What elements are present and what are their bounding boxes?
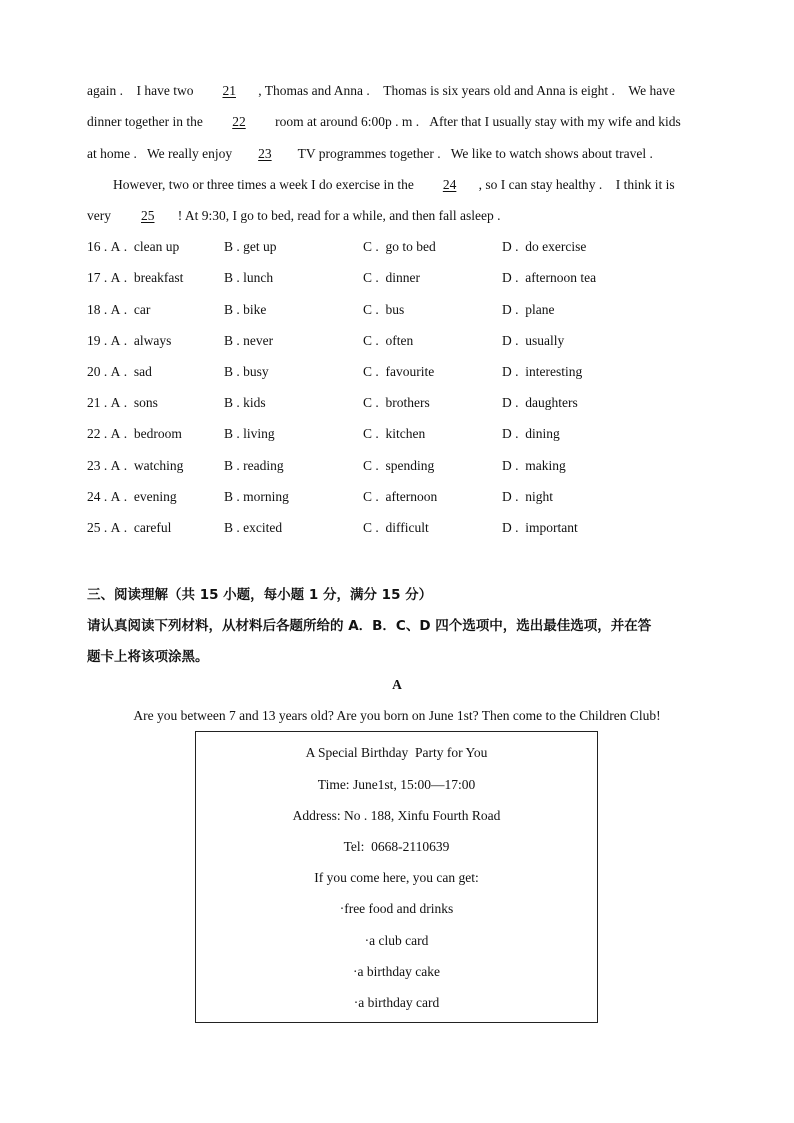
blank-25: 25: [141, 208, 155, 223]
passage-letter: A: [392, 677, 402, 692]
passage-text: , so I can stay healthy . I think it is: [478, 177, 675, 192]
option-a: 25 . A . careful: [87, 520, 172, 535]
passage-line-5: [87, 208, 501, 224]
passage-text: again . I have two: [87, 83, 201, 98]
question-19: [87, 333, 707, 353]
passage-text: room at around 6:00p . m . After that I usually stay with my wife and kids: [264, 114, 681, 129]
notice-item: ·a birthday card: [353, 995, 440, 1010]
question-17: [87, 270, 707, 290]
option-c: C . go to bed: [363, 239, 436, 254]
option-b: B . reading: [224, 458, 284, 473]
option-b: B . living: [224, 426, 275, 441]
option-c: C . often: [363, 333, 414, 348]
notice-tel: Tel: 0668-2110639: [343, 839, 450, 854]
question-25: [87, 520, 707, 540]
blank-24: 24: [442, 177, 457, 192]
passage-line-1: [87, 83, 675, 99]
option-c: C . dinner: [363, 270, 420, 285]
section-instruction-cont: 题卡上将该项涂黑。: [87, 649, 209, 665]
option-a: 24 . A . evening: [87, 489, 177, 504]
option-a: 17 . A . breakfast: [87, 270, 184, 285]
option-d: D . dining: [502, 426, 560, 441]
question-24: [87, 489, 707, 509]
question-16: [87, 239, 707, 259]
option-a: 19 . A . always: [87, 333, 172, 348]
notice-time: Time: June1st, 15:00—17:00: [317, 777, 476, 792]
notice-lead: If you come here, you can get:: [314, 870, 479, 885]
option-d: D . plane: [502, 302, 555, 317]
option-a: 22 . A . bedroom: [87, 426, 182, 441]
notice-box: [195, 731, 598, 1023]
notice-address: Address: No . 188, Xinfu Fourth Road: [292, 808, 501, 823]
option-b: B . lunch: [224, 270, 274, 285]
question-21: [87, 395, 707, 415]
notice-item: ·a birthday cake: [353, 964, 440, 979]
option-b: B . busy: [224, 364, 269, 379]
passage-text: TV programmes together . We like to watch shows about travel .: [290, 146, 653, 161]
passage-text: ! At 9:30, I go to bed, read for a while, and then fall asleep .: [177, 208, 501, 223]
option-a: 20 . A . sad: [87, 364, 152, 379]
option-d: D . afternoon tea: [502, 270, 597, 285]
option-c: C . spending: [363, 458, 435, 473]
blank-21: 21: [222, 83, 236, 98]
question-20: [87, 364, 707, 384]
option-c: C . favourite: [363, 364, 435, 379]
option-b: B . never: [224, 333, 274, 348]
passage-line-2: [87, 114, 681, 130]
option-b: B . bike: [224, 302, 267, 317]
notice-item: ·a club card: [364, 933, 429, 948]
option-b: B . morning: [224, 489, 289, 504]
option-b: B . get up: [224, 239, 277, 254]
option-c: C . brothers: [363, 395, 430, 410]
option-a: 21 . A . sons: [87, 395, 158, 410]
option-c: C . kitchen: [363, 426, 426, 441]
option-d: D . usually: [502, 333, 565, 348]
option-a: 16 . A . clean up: [87, 239, 180, 254]
question-18: [87, 302, 707, 322]
question-23: [87, 458, 707, 478]
option-c: C . afternoon: [363, 489, 438, 504]
passage-text: very: [87, 208, 118, 223]
section-instruction: 请认真阅读下列材料，从材料后各题所给的 A．B．C、D 四个选项中，选出最佳选项，并在答: [87, 618, 652, 634]
option-b: B . excited: [224, 520, 283, 535]
passage-line-3: [87, 146, 653, 162]
option-d: D . do exercise: [502, 239, 587, 254]
notice-item: ·free food and drinks: [339, 901, 454, 916]
passage-line-4: [113, 177, 675, 193]
passage-intro: Are you between 7 and 13 years old? Are you born on June 1st? Then come to the Children Club!: [133, 708, 661, 723]
option-c: C . bus: [363, 302, 405, 317]
option-d: D . important: [502, 520, 578, 535]
passage-text: dinner together in the: [87, 114, 213, 129]
question-22: [87, 426, 707, 446]
option-c: C . difficult: [363, 520, 429, 535]
option-d: D . making: [502, 458, 566, 473]
blank-22: 22: [232, 114, 246, 129]
blank-23: 23: [258, 146, 272, 161]
notice-title: A Special Birthday Party for You: [305, 745, 488, 760]
option-b: B . kids: [224, 395, 266, 410]
option-d: D . interesting: [502, 364, 583, 379]
option-d: D . daughters: [502, 395, 578, 410]
passage-text: , Thomas and Anna . Thomas is six years old and Anna is eight . We have: [258, 83, 675, 98]
passage-text: However, two or three times a week I do exercise in the: [113, 177, 421, 192]
option-a: 23 . A . watching: [87, 458, 184, 473]
option-d: D . night: [502, 489, 554, 504]
section-title: 三、阅读理解（共 15 小题，每小题 1 分，满分 15 分）: [87, 587, 433, 603]
option-a: 18 . A . car: [87, 302, 151, 317]
passage-text: at home . We really enjoy: [87, 146, 239, 161]
